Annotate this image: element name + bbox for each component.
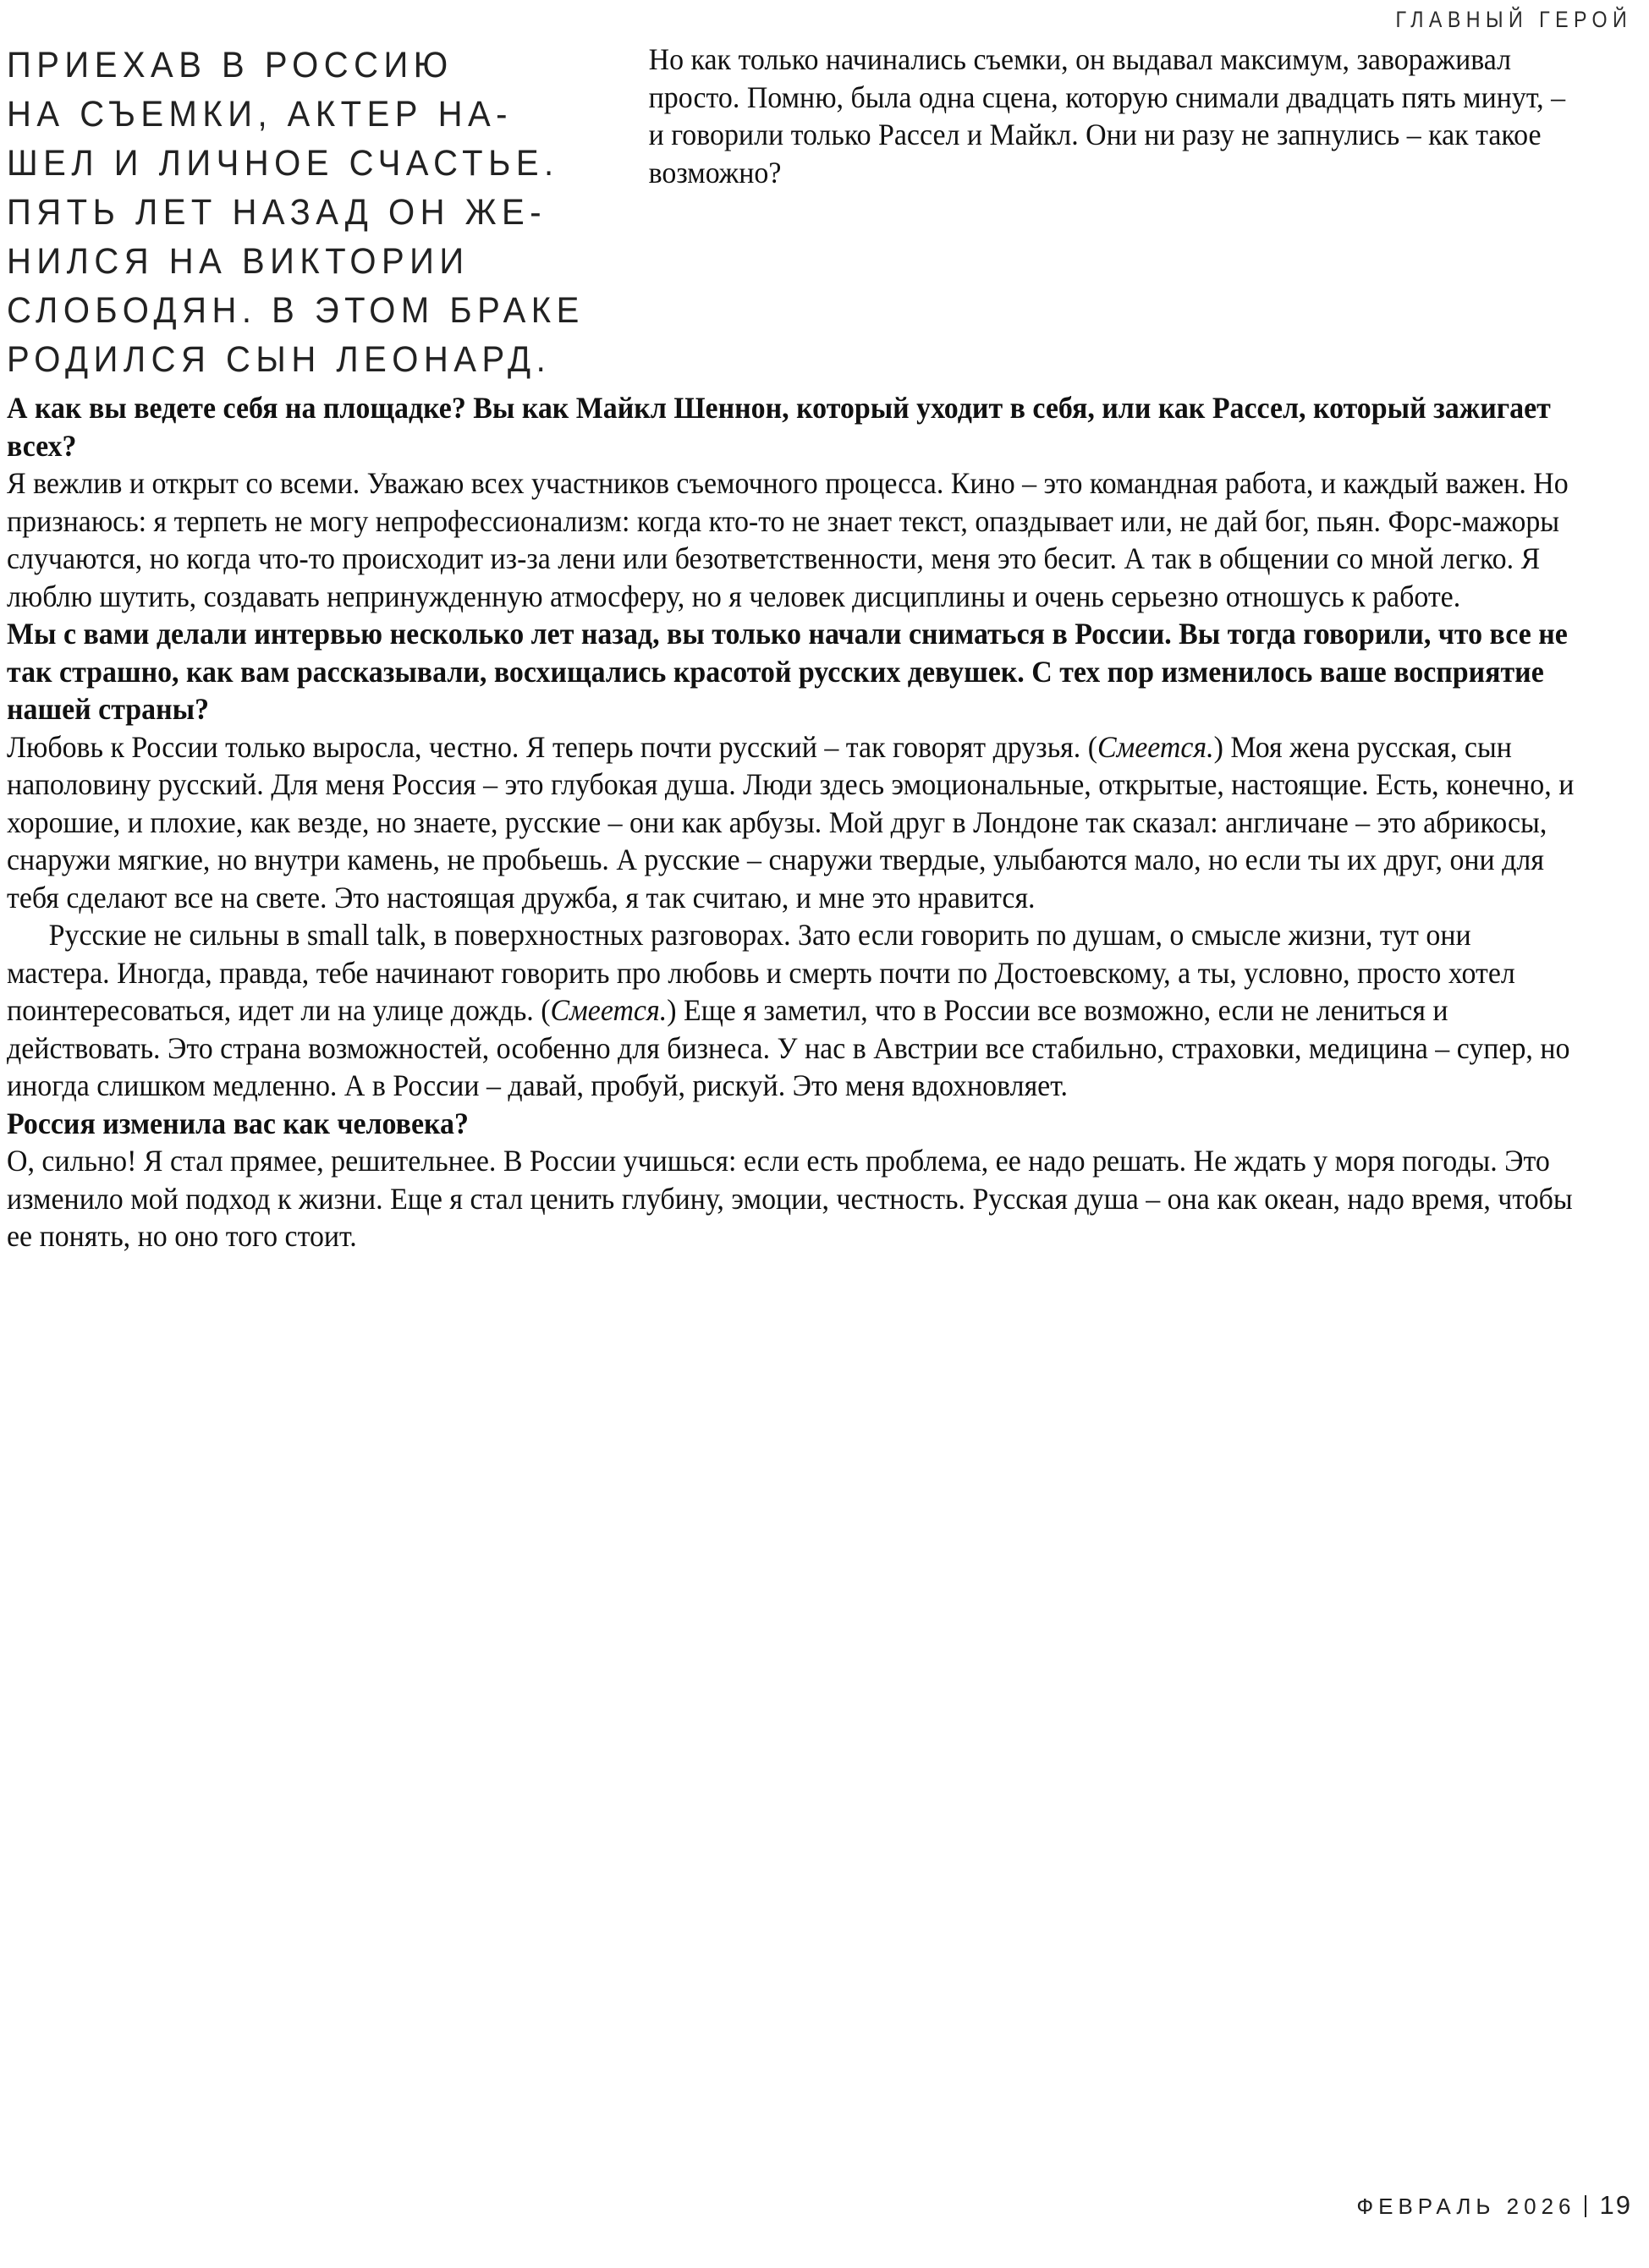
answer-text-segment: Любовь к России только выросла, честно. Я теперь почти русский – так говорят друзья. ( bbox=[7, 729, 1097, 764]
lead-paragraph: Но как только начинались съемки, он выдавал максимум, завораживал просто. Помню, была одна сцена, которую снимали двадцать пять минут, – и говорили только Рассел и Майкл. Они ни разу не запнулись – как такое возможно? bbox=[648, 42, 1566, 189]
interview-question: Мы с вами делали интервью несколько лет назад, вы только начали сниматься в России. Вы тогда говорили, что все не так страшно, как вам рассказывали, восхищались красотой русских девушек. С тех пор изменилось ваше восприятие нашей страны? bbox=[7, 617, 1568, 726]
answer-text-segment: ) Еще я заметил, что в России все возможно, если не лениться и действовать. Это страна возможностей, особенно для бизнеса. У нас в Австрии все стабильно, страховки, медицина – супер, но иногда слишком медленно. А в России – давай, пробуй, рискуй. Это меня вдохновляет. bbox=[7, 993, 1570, 1102]
stage-direction: Смеется. bbox=[550, 993, 668, 1027]
interview-answer bbox=[7, 728, 1575, 917]
running-head: ГЛАВНЫЙ ГЕРОЙ bbox=[1395, 7, 1632, 32]
intro-line: ПРИЕХАВ В РОССИЮ bbox=[7, 45, 453, 85]
intro-line: НА СЪЕМКИ, АКТЕР НА- bbox=[7, 94, 514, 135]
interview-question: Россия изменила вас как человека? bbox=[7, 1106, 469, 1140]
intro-line: СЛОБОДЯН. В ЭТОМ БРАКЕ bbox=[7, 290, 585, 331]
interview-answer: Я вежлив и открыт со всеми. Уважаю всех участников съемочного процесса. Кино – это командная работа, и каждый важен. Но признаюсь: я терпеть не могу непрофессионализм: когда кто-то не знает текст, опаздывает или, не дай бог, пьян. Форс-мажоры случаются, но когда что-то происходит из-за лени или безответственности, меня это бесит. А так в общении со мной легко. Я люблю шутить, создавать непринужденную атмосферу, но я человек дисциплины и очень серьезно отношусь к работе. bbox=[7, 466, 1569, 613]
intro-line: НИЛСЯ НА ВИКТОРИИ bbox=[7, 241, 470, 282]
intro-line: ПЯТЬ ЛЕТ НАЗАД ОН ЖЕ- bbox=[7, 192, 547, 233]
footer-divider bbox=[1585, 2195, 1586, 2217]
article-content bbox=[0, 41, 1649, 2130]
interview-answer: О, сильно! Я стал прямее, решительнее. В России учишься: если есть проблема, ее надо решать. Не ждать у моря погоды. Это изменило мой подход к жизни. Еще я стал ценить глубину, эмоции, честность. Русская душа – она как океан, надо время, чтобы ее понять, но оно того стоит. bbox=[7, 1144, 1573, 1253]
page-number: 19 bbox=[1599, 2190, 1632, 2220]
page-footer bbox=[0, 2190, 1632, 2221]
issue-date: ФЕВРАЛЬ 2026 bbox=[1356, 2194, 1576, 2219]
answer-text-segment: ) Моя жена русская, сын наполовину русский. Для меня Россия – это глубокая душа. Люди здесь эмоциональные, открытые, настоящие. Есть, конечно, и хорошие, и плохие, как везде, но знаете, русские – они как арбузы. Мой друг в Лондоне так сказал: англичане – это абрикосы, снаружи мягкие, но внутри камень, не пробьешь. А русские – снаружи твердые, улыбаются мало, но если ты их друг, они для тебя сделают все на свете. Это настоящая дружба, я так считаю, и мне это нравится. bbox=[7, 729, 1575, 914]
stage-direction: Смеется. bbox=[1097, 729, 1214, 764]
interview-answer-continued bbox=[7, 916, 1575, 1105]
intro-line: РОДИЛСЯ СЫН ЛЕОНАРД. bbox=[7, 339, 552, 380]
intro-line: ШЕЛ И ЛИЧНОЕ СЧАСТЬЕ. bbox=[7, 143, 559, 184]
answer-text-segment: Русские не сильны в small talk, в поверхностных разговорах. Зато если говорить по душам, о смысле жизни, тут они мастера. Иногда, правда, тебе начинают говорить про любовь и смерть почти по Достоевскому, а ты, условно, просто хотел поинтересоваться, идет ли на улице дождь. ( bbox=[7, 918, 1515, 1027]
body-text-full-width bbox=[0, 389, 1649, 1255]
interview-question: А как вы ведете себя на площадке? Вы как Майкл Шеннон, который уходит в себя, или как Рассел, который зажигает всех? bbox=[7, 391, 1551, 463]
lead-paragraph-column bbox=[0, 41, 1649, 191]
